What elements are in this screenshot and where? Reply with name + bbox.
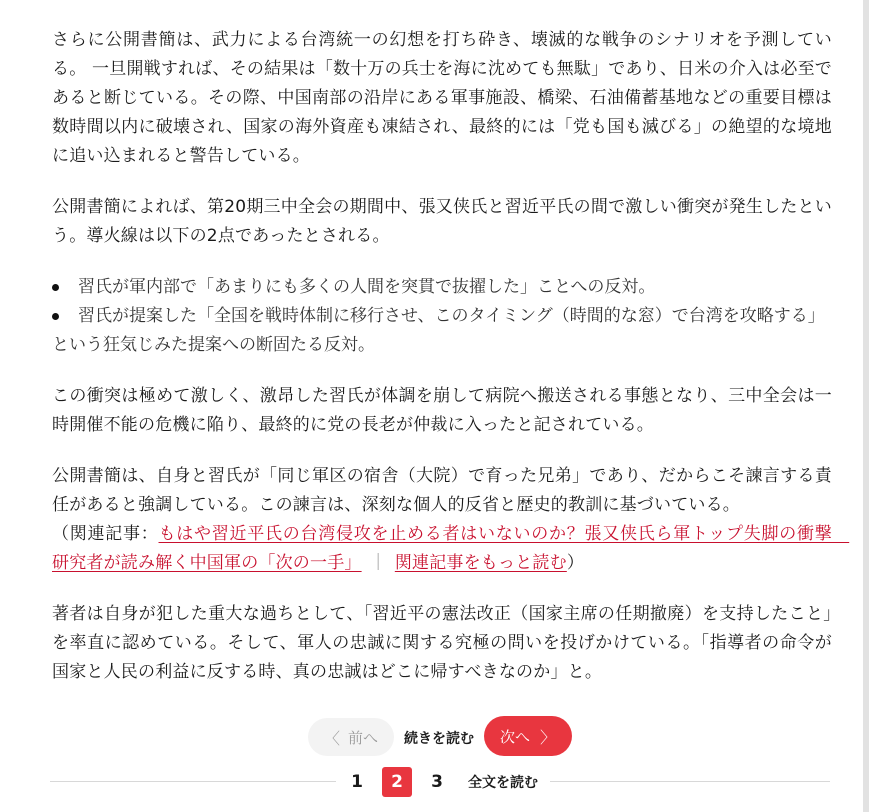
continue-reading-label: 続きを読む	[404, 731, 474, 747]
bullet-icon	[52, 284, 59, 291]
related-article-link[interactable]: もはや習近平氏の台湾侵攻を止める者はいないのか？張又侠氏ら軍トップ失脚の衝撃 研究者が読み解く中国軍の「次の一手」	[52, 524, 850, 573]
scrollbar-track[interactable]	[863, 0, 869, 812]
prev-label: 前へ	[348, 728, 379, 747]
list-item-text: 習氏が軍内部で「あまりにも多くの人間を突貫で抜擢した」ことへの反対。	[78, 277, 656, 297]
list-item	[52, 302, 832, 360]
list-item-text: 習氏が提案した「全国を戦時体制に移行させ、このタイミング（時間的な窓）で台湾を攻略する」という狂気じみた提案への断固たる反対。	[52, 306, 825, 355]
prev-button[interactable]	[308, 718, 394, 756]
scrollbar-thumb[interactable]	[863, 0, 869, 812]
page-1-button[interactable]: 1	[351, 772, 363, 792]
next-label: 次へ	[499, 727, 530, 746]
article-body	[52, 26, 850, 709]
bullet-list	[52, 273, 832, 360]
page-numbers	[336, 764, 550, 800]
list-item	[52, 273, 832, 302]
chevron-right-icon: 〉	[540, 727, 557, 747]
related-separator: ｜	[369, 553, 387, 573]
paragraph-2: 公開書簡によれば、第20期三中全会の期間中、張又侠氏と習近平氏の間で激しい衝突が発生したという。導火線は以下の2点であったとされる。	[52, 197, 832, 246]
pager-row	[0, 716, 869, 758]
paragraph-5: 著者は自身が犯した重大な過ちとして、「習近平の憲法改正（国家主席の任期撤廃）を支持したこと」を率直に認めている。そして、軍人の忠誠に関する究極の問いを投げかけている。「指導者の命令が国家と人民の利益に反する時、真の忠誠はどこに帰すべきなのか」と。	[52, 604, 832, 682]
read-full-text-button[interactable]: 全文を読む	[468, 775, 538, 791]
paragraph-1: さらに公開書簡は、武力による台湾統一の幻想を打ち砕き、壊滅的な戦争のシナリオを予測している。 一旦開戦すれば、その結果は「数十万の兵士を海に沈めても無駄」であり、日米の介入は必至であると断じている。その際、中国南部の沿岸にある軍事施設、橋梁、石油備蓄基地などの重要目標は数時間以内に破壊され、国家の海外資産も凍結され、最終的には「党も国も滅びる」の絶望的な境地に追い込まれると警告している。	[52, 30, 832, 166]
paragraph-4	[52, 462, 850, 578]
related-prefix: （関連記事：	[52, 524, 159, 544]
related-suffix: ）	[566, 553, 585, 573]
chevron-left-icon: 〈	[323, 728, 340, 748]
bullet-icon	[52, 313, 59, 320]
next-button[interactable]	[484, 716, 572, 756]
related-more-link[interactable]: 関連記事をもっと読む	[394, 553, 567, 573]
page-2-button[interactable]: 2	[382, 767, 412, 797]
page-3-button[interactable]: 3	[431, 772, 443, 792]
paragraph-4-text: 公開書簡は、自身と習氏が「同じ軍区の宿舎（大院）で育った兄弟」であり、だからこそ諫言する責任があると強調している。この諫言は、深刻な個人的反省と歴史的教訓に基づいている。	[52, 466, 832, 515]
paragraph-3: この衝突は極めて激しく、激昂した習氏が体調を崩して病院へ搬送される事態となり、三中全会は一時開催不能の危機に陥り、最終的に党の長老が仲裁に入ったと記されている。	[52, 386, 832, 435]
